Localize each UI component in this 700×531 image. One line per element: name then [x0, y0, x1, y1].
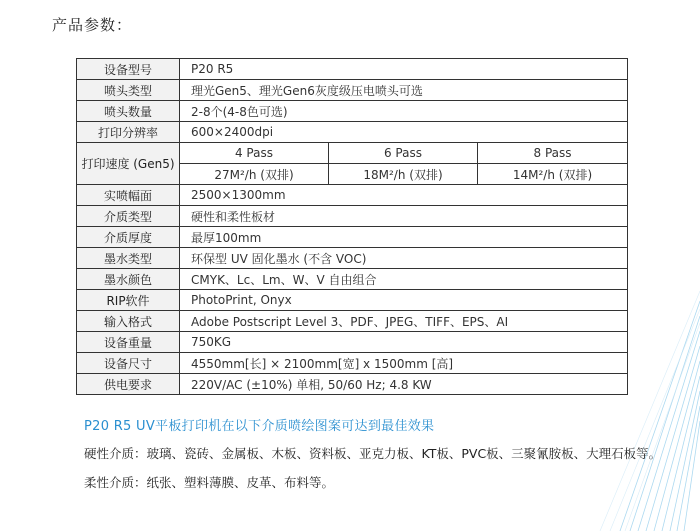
spec-label: 输入格式 — [77, 311, 180, 332]
spec-label: 介质厚度 — [77, 227, 180, 248]
table-row — [77, 311, 628, 332]
table-row — [77, 248, 628, 269]
speed-label: 打印速度 (Gen5) — [77, 143, 180, 185]
spec-label: 打印分辨率 — [77, 122, 180, 143]
speed-value: 14M²/h (双排) — [478, 164, 628, 185]
spec-value: CMYK、Lc、Lm、W、V 自由组合 — [180, 269, 628, 290]
spec-table — [76, 58, 628, 395]
spec-value: 理光Gen5、理光Gen6灰度级压电喷头可选 — [180, 80, 628, 101]
decorative-stripes — [580, 291, 700, 531]
spec-value: 750KG — [180, 332, 628, 353]
spec-label: 设备型号 — [77, 59, 180, 80]
spec-value: 220V/AC (±10%) 单相, 50/60 Hz; 4.8 KW — [180, 374, 628, 395]
table-row — [77, 269, 628, 290]
table-row — [77, 332, 628, 353]
pass-header: 8 Pass — [478, 143, 628, 164]
media-subtitle: P20 R5 UV平板打印机在以下介质喷绘图案可达到最佳效果 — [84, 419, 435, 434]
spec-value: 600×2400dpi — [180, 122, 628, 143]
spec-label: 供电要求 — [77, 374, 180, 395]
table-row — [77, 122, 628, 143]
table-row — [77, 206, 628, 227]
spec-label: 设备重量 — [77, 332, 180, 353]
table-row — [77, 227, 628, 248]
table-row — [77, 290, 628, 311]
speed-value: 27M²/h (双排) — [180, 164, 329, 185]
spec-label: 墨水类型 — [77, 248, 180, 269]
spec-value: 最厚100mm — [180, 227, 628, 248]
spec-label: 喷头数量 — [77, 101, 180, 122]
table-row — [77, 101, 628, 122]
hard-media-text: 硬性介质：玻璃、瓷砖、金属板、木板、资料板、亚克力板、KT板、PVC板、三聚氰胺板、大理石板等。 — [84, 446, 662, 461]
spec-value: 环保型 UV 固化墨水 (不含 VOC) — [180, 248, 628, 269]
spec-label: 设备尺寸 — [77, 353, 180, 374]
spec-label: 墨水颜色 — [77, 269, 180, 290]
table-row — [77, 353, 628, 374]
table-row — [77, 80, 628, 101]
table-row — [77, 374, 628, 395]
speed-value: 18M²/h (双排) — [329, 164, 478, 185]
page-title: 产品参数： — [52, 16, 133, 34]
pass-header: 4 Pass — [180, 143, 329, 164]
spec-value: PhotoPrint, Onyx — [180, 290, 628, 311]
spec-value: Adobe Postscript Level 3、PDF、JPEG、TIFF、EPS、AI — [180, 311, 628, 332]
spec-value: 2-8个(4-8色可选) — [180, 101, 628, 122]
spec-label: 介质类型 — [77, 206, 180, 227]
spec-value: P20 R5 — [180, 59, 628, 80]
table-row — [77, 185, 628, 206]
spec-label: RIP软件 — [77, 290, 180, 311]
table-row — [77, 59, 628, 80]
spec-label: 实喷幅面 — [77, 185, 180, 206]
soft-media-text: 柔性介质：纸张、塑料薄膜、皮革、布料等。 — [84, 475, 335, 490]
table-row — [77, 143, 628, 164]
spec-value: 2500×1300mm — [180, 185, 628, 206]
spec-label: 喷头类型 — [77, 80, 180, 101]
pass-header: 6 Pass — [329, 143, 478, 164]
spec-value: 4550mm[长] × 2100mm[宽] x 1500mm [高] — [180, 353, 628, 374]
spec-value: 硬性和柔性板材 — [180, 206, 628, 227]
